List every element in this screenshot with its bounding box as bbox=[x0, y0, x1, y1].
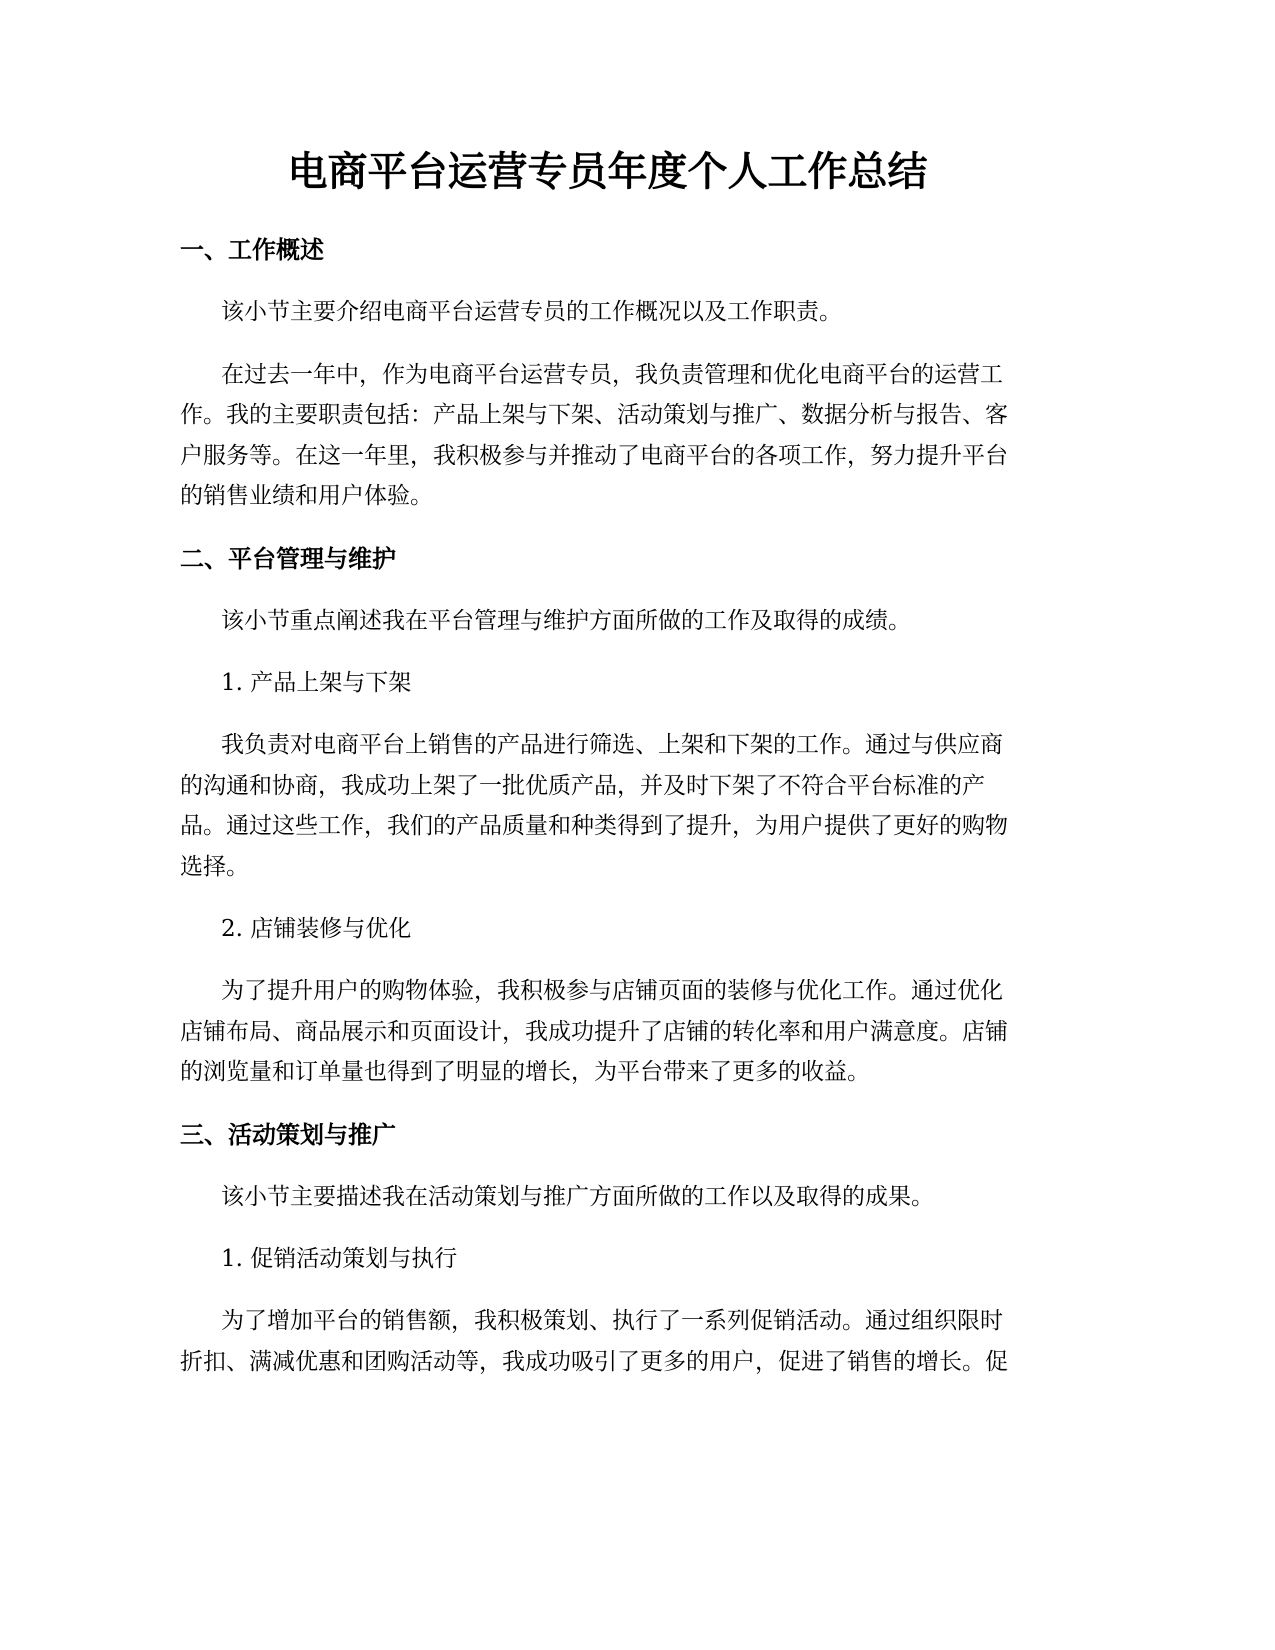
section-heading-campaign-promotion: 三、活动策划与推广 bbox=[180, 1120, 396, 1149]
document-body bbox=[180, 230, 1035, 1404]
paragraph-line: 为了增加平台的销售额，我积极策划、执行了一系列促销活动。通过组织限时 bbox=[221, 1308, 1003, 1334]
section-heading-platform-management: 二、平台管理与维护 bbox=[180, 544, 396, 573]
paragraph-line: 我负责对电商平台上销售的产品进行筛选、上架和下架的工作。通过与供应商 bbox=[221, 732, 1003, 758]
paragraph-line: 的沟通和协商，我成功上架了一批优质产品，并及时下架了不符合平台标准的产 bbox=[180, 772, 985, 799]
paragraph-line: 作。我的主要职责包括：产品上架与下架、活动策划与推广、数据分析与报告、客 bbox=[180, 402, 1008, 428]
paragraph-line: 选择。 bbox=[180, 853, 249, 880]
body-paragraph bbox=[180, 355, 1035, 517]
paragraph-line: 品。通过这些工作，我们的产品质量和种类得到了提升，为用户提供了更好的购物 bbox=[180, 813, 1008, 839]
paragraph-line: 在过去一年中，作为电商平台运营专员，我负责管理和优化电商平台的运营工 bbox=[221, 361, 1003, 388]
section-intro: 该小节主要介绍电商平台运营专员的工作概况以及工作职责。 bbox=[221, 299, 842, 325]
paragraph-line: 为了提升用户的购物体验，我积极参与店铺页面的装修与优化工作。通过优化 bbox=[221, 978, 1003, 1004]
subsection-title: 1. 产品上架与下架 bbox=[221, 670, 412, 696]
paragraph-line: 户服务等。在这一年里，我积极参与并推动了电商平台的各项工作，努力提升平台 bbox=[180, 442, 1008, 469]
body-paragraph bbox=[180, 971, 1035, 1093]
subsection-title: 2. 店铺装修与优化 bbox=[221, 916, 412, 942]
section-heading-overview: 一、工作概述 bbox=[180, 236, 324, 264]
body-paragraph bbox=[180, 1301, 1035, 1382]
section-intro: 该小节主要描述我在活动策划与推广方面所做的工作以及取得的成果。 bbox=[221, 1183, 934, 1210]
paragraph-line: 的浏览量和订单量也得到了明显的增长，为平台带来了更多的收益。 bbox=[180, 1059, 870, 1085]
paragraph-line: 的销售业绩和用户体验。 bbox=[180, 483, 433, 509]
document-title: 电商平台运营专员年度个人工作总结 bbox=[287, 149, 928, 195]
paragraph-line: 折扣、满减优惠和团购活动等，我成功吸引了更多的用户，促进了销售的增长。促 bbox=[180, 1348, 1008, 1375]
paragraph-line: 店铺布局、商品展示和页面设计，我成功提升了店铺的转化率和用户满意度。店铺 bbox=[180, 1018, 1008, 1045]
body-paragraph bbox=[180, 725, 1035, 887]
section-intro: 该小节重点阐述我在平台管理与维护方面所做的工作及取得的成绩。 bbox=[221, 607, 911, 634]
subsection-title: 1. 促销活动策划与执行 bbox=[221, 1246, 458, 1272]
